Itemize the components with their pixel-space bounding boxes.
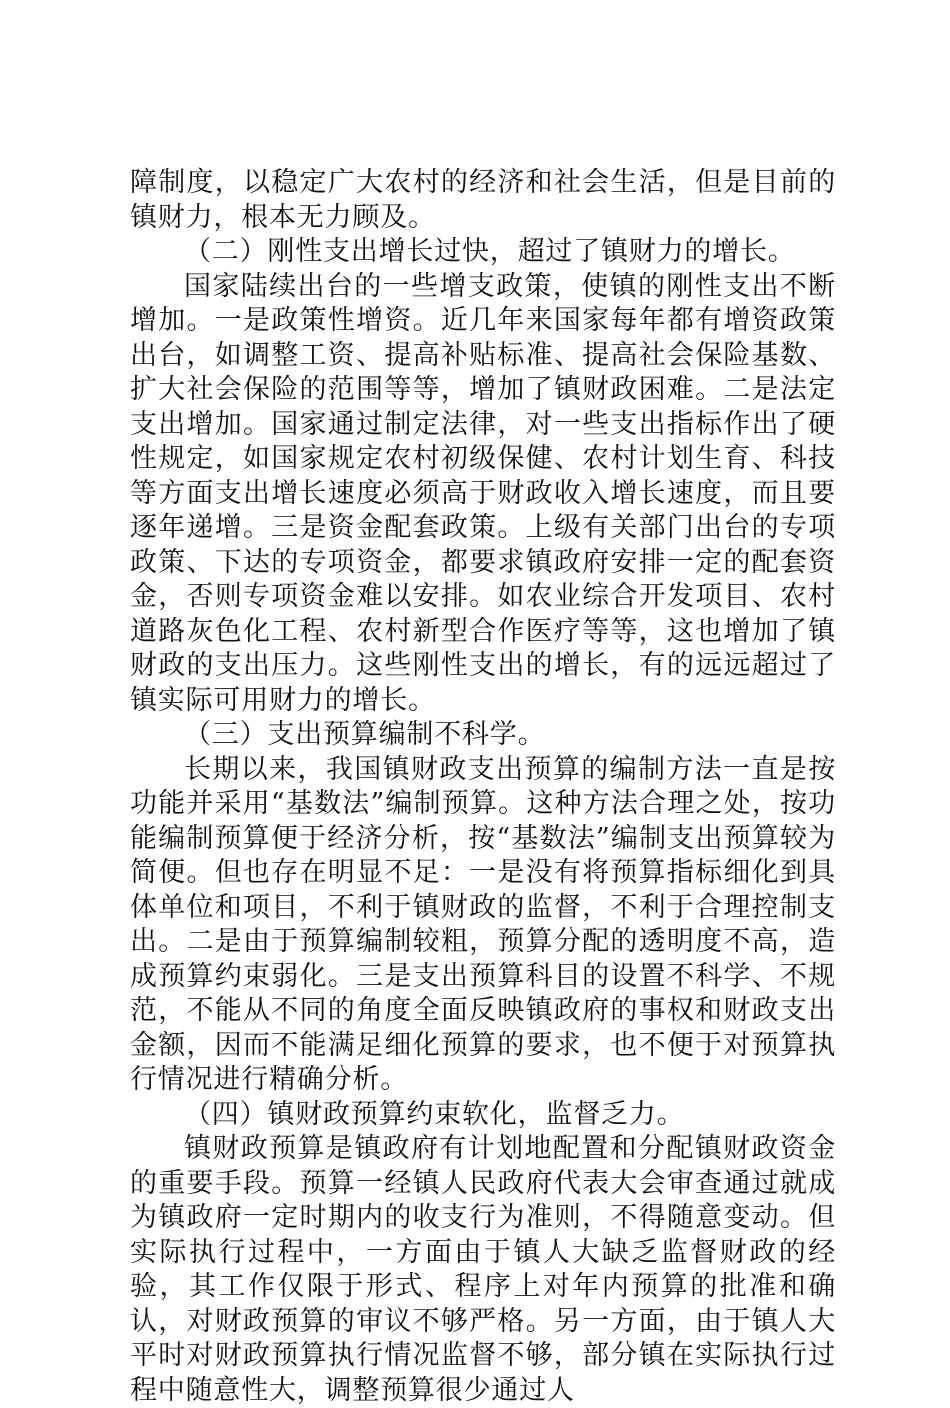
section-heading-3: （三）支出预算编制不科学。 [184,719,546,750]
paragraph-budget-constraint: 镇财政预算是镇政府有计划地配置和分配镇财政资金的重要手段。预算一经镇人民政府代表大会审查通过就成为镇政府一定时期内的收支行为准则，不得随意变动。但实际执行过程中，一方面由于镇人大缺乏监督财政的经验，其工作仅限于形式、程序上对年内预算的批准和确认，对财政预算的审议不够严格。另一方面，由于镇人大平时对财政预算执行情况监督不够，部分镇在实际执行过程中随意性大，调整预算很少通过人 [130,1133,836,1406]
document-body [130,166,836,1408]
paragraph-rigid-expenditure: 国家陆续出台的一些增支政策，使镇的刚性支出不断增加。一是政策性增资。近几年来国家每年都有增资政策出台，如调整工资、提高补贴标准、提高社会保险基数、扩大社会保险的范围等等，增加了镇财政困难。二是法定支出增加。国家通过制定法律，对一些支出指标作出了硬性规定，如国家规定农村初级保健、农村计划生育、科技等方面支出增长速度必须高于财政收入增长速度，而且要逐年递增。三是资金配套政策。上级有关部门出台的专项政策、下达的专项资金，都要求镇政府安排一定的配套资金，否则专项资金难以安排。如农业综合开发项目、农村道路灰色化工程、农村新型合作医疗等等，这也增加了镇财政的支出压力。这些刚性支出的增长，有的远远超过了镇实际可用财力的增长。 [130,270,836,716]
paragraph-budget-compilation: 长期以来，我国镇财政支出预算的编制方法一直是按功能并采用“基数法”编制预算。这种方法合理之处，按功能编制预算便于经济分析，按“基数法”编制支出预算较为简便。但也存在明显不足：一是没有将预算指标细化到具体单位和项目，不利于镇财政的监督，不利于合理控制支出。二是由于预算编制较粗，预算分配的透明度不高，造成预算约束弱化。三是支出预算科目的设置不科学、不规范，不能从不同的角度全面反映镇政府的事权和财政支出金额，因而不能满足细化预算的要求，也不便于对预算执行情况进行精确分析。 [130,753,836,1095]
section-heading-4: （四）镇财政预算约束软化，监督乏力。 [184,1098,685,1130]
paragraph-continuation: 障制度，以稳定广大农村的经济和社会生活，但是目前的镇财力，根本无力顾及。 [130,167,836,233]
section-heading-2: （二）刚性支出增长过快，超过了镇财力的增长。 [184,236,796,267]
